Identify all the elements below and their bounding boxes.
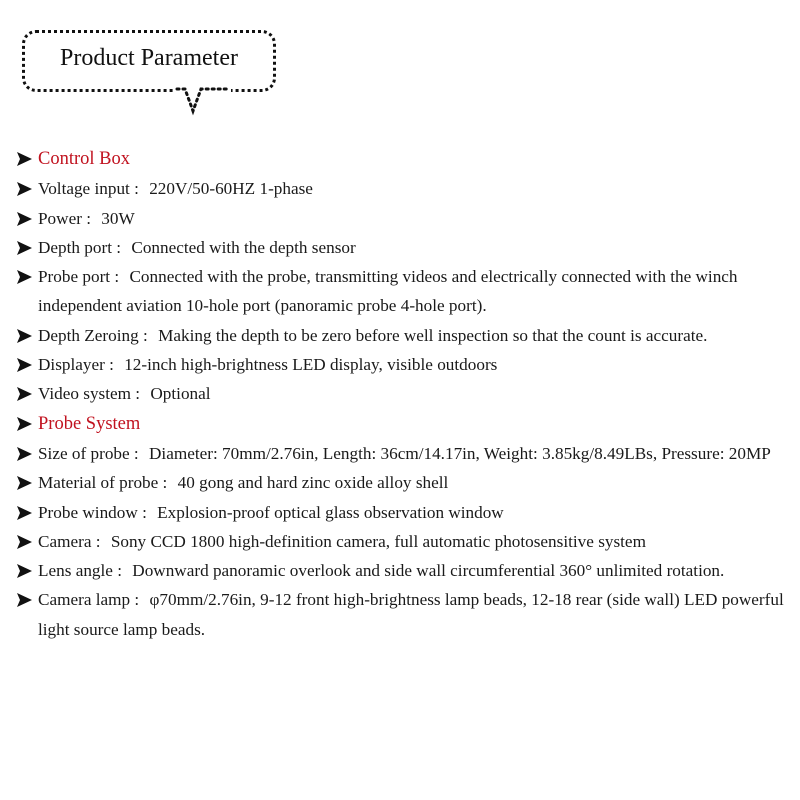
parameter-item [16, 262, 796, 321]
parameter-label: Camera : [38, 531, 101, 551]
parameter-value: Sony CCD 1800 high-definition camera, full automatic photosensitive system [110, 531, 646, 551]
parameter-value: Making the depth to be zero before well inspection so that the count is accurate. [158, 325, 708, 345]
arrow-right-icon [16, 379, 34, 408]
parameter-item [16, 585, 796, 644]
parameter-value: Explosion-proof optical glass observation window [157, 502, 504, 522]
parameter-value: Optional [150, 384, 211, 404]
parameter-label: Depth port : [38, 237, 122, 257]
parameter-value: 40 gong and hard zinc oxide alloy shell [177, 473, 449, 493]
parameter-item [16, 379, 796, 408]
parameter-label: Probe port : [38, 267, 120, 287]
arrow-right-icon [16, 233, 34, 262]
parameter-item [16, 468, 796, 497]
parameter-item [16, 556, 796, 585]
arrow-right-icon [16, 144, 34, 173]
arrow-right-icon [16, 262, 34, 291]
section-title: Probe System [38, 413, 141, 434]
parameter-value: 220V/50-60HZ 1-phase [149, 179, 313, 199]
parameter-value: Connected with the depth sensor [131, 237, 356, 257]
title-bubble [22, 30, 276, 92]
parameter-item [16, 233, 796, 262]
arrow-right-icon [16, 439, 34, 468]
parameter-label: Material of probe : [38, 473, 168, 493]
section-heading [16, 144, 796, 174]
parameter-label: Size of probe : [38, 443, 139, 463]
section-heading [16, 409, 796, 439]
section-title: Control Box [38, 149, 130, 169]
parameter-label: Lens angle : [38, 561, 122, 581]
arrow-right-icon [16, 498, 34, 527]
parameter-label: Camera lamp : [38, 590, 140, 610]
parameter-value: Diameter: 70mm/2.76in, Length: 36cm/14.17in, Weight: 3.85kg/8.49LBs, Pressure: 20MP [149, 443, 771, 463]
parameter-label: Power : [38, 208, 91, 228]
arrow-right-icon [16, 321, 34, 350]
arrow-right-icon [16, 585, 34, 614]
parameter-value: Connected with the probe, transmitting videos and electrically connected with the winch independent aviation 10-hole port (panoramic probe 4-hole port). [38, 267, 738, 316]
parameter-value: φ70mm/2.76in, 9-12 front high-brightness lamp beads, 12-18 rear (side wall) LED powerful light source lamp beads. [38, 590, 784, 639]
parameter-label: Depth Zeroing : [38, 325, 148, 345]
arrow-right-icon [16, 527, 34, 556]
parameter-item [16, 498, 796, 527]
parameter-list [16, 144, 796, 644]
arrow-right-icon [16, 409, 34, 438]
parameter-label: Displayer : [38, 355, 114, 375]
parameter-value: Downward panoramic overlook and side wall circumferential 360° unlimited rotation. [132, 561, 725, 581]
parameter-value: 12-inch high-brightness LED display, visible outdoors [124, 355, 498, 375]
arrow-right-icon [16, 350, 34, 379]
parameter-label: Probe window : [38, 502, 147, 522]
parameter-item [16, 321, 796, 350]
arrow-right-icon [16, 556, 34, 585]
parameter-label: Video system : [38, 384, 141, 404]
parameter-value: 30W [101, 208, 135, 228]
arrow-right-icon [16, 204, 34, 233]
parameter-item [16, 527, 796, 556]
parameter-item [16, 174, 796, 203]
parameter-label: Voltage input : [38, 179, 139, 199]
parameter-item [16, 204, 796, 233]
arrow-right-icon [16, 468, 34, 497]
arrow-right-icon [16, 174, 34, 203]
bubble-tail-icon [175, 80, 231, 116]
parameter-item [16, 350, 796, 379]
page-title: Product Parameter [60, 45, 238, 71]
parameter-item [16, 439, 796, 468]
